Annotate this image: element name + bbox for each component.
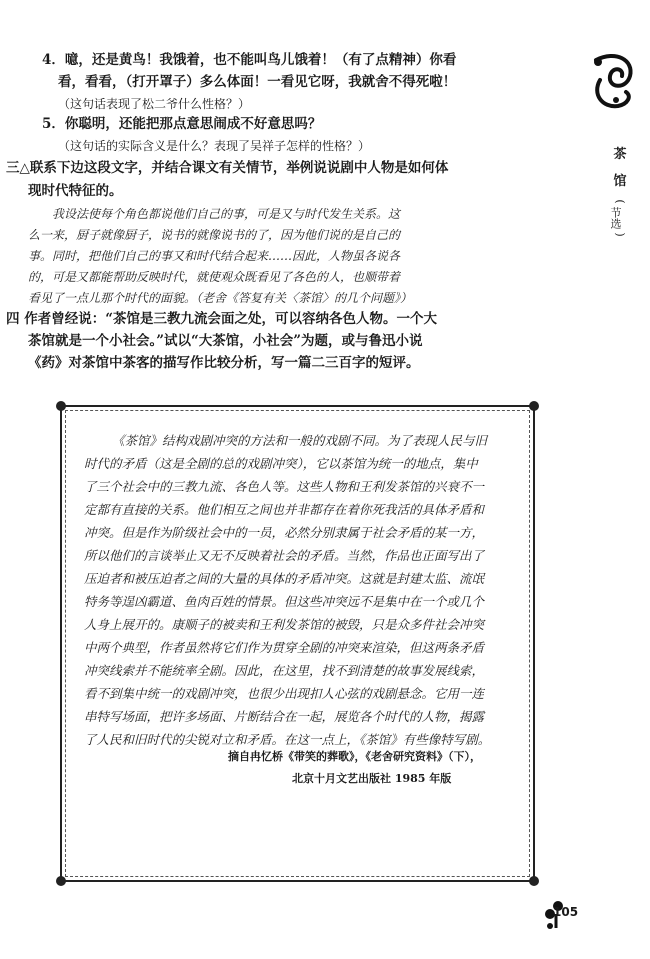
q5-note: （这句话的实际含义是什么？表现了吴祥子怎样的性格？）: [58, 139, 371, 153]
box-line-13: 串特写场面，把许多场面、片断结合在一起，展览各个时代的人物，揭露: [84, 709, 485, 724]
section3-line-1: 三△联系下边这段文字，并结合课文有关情节，举例说说剧中人物是如何体: [6, 160, 449, 176]
section4-line-2: 茶馆就是一个小社会。”试以“大茶馆，小社会”为题，或与鲁迅小说: [28, 333, 423, 349]
box-line-6: 所以他们的言谈举止又无不反映着社会的矛盾。当然，作品也正面写出了: [84, 548, 485, 563]
section4-line-3: 《药》对茶馆中茶客的描写作比较分析，写一篇二三百字的短评。: [28, 355, 420, 371]
frame-corner-dot: [529, 401, 539, 411]
box-line-12: 看不到集中统一的戏剧冲突，也很少出现扣人心弦的戏剧悬念。它用一连: [84, 686, 485, 701]
box-line-1: 《茶馆》结构戏剧冲突的方法和一般的戏剧不同。为了表现人民与旧: [112, 433, 488, 448]
section3-quote-line-4: 的，可是又都能帮助反映时代，就使观众既看见了各色的人，也顺带着: [28, 270, 401, 284]
section3-quote-line-1: 我设法使每个角色都说他们自己的事，可是又与时代发生关系。这: [52, 207, 401, 221]
side-title-sub: ( 节选 ): [609, 199, 627, 237]
frame-corner-dot: [56, 876, 66, 886]
side-chapter-title: [608, 146, 632, 240]
swirl-ornament-icon: [586, 50, 640, 112]
box-line-5: 冲突。但是作为阶级社会中的一员，必然分别隶属于社会矛盾的某一方，: [84, 525, 485, 540]
frame-corner-dot: [56, 401, 66, 411]
citation-line-1: 摘自冉忆桥《带笑的葬歌》，《老舍研究资料》（下），: [228, 750, 481, 763]
citation-line-2: 北京十月文艺出版社 1985 年版: [292, 772, 452, 785]
q4-note: （这句话表现了松二爷什么性格？）: [58, 97, 251, 111]
side-title-sub-text: 节选: [609, 207, 622, 229]
box-line-14: 了人民和旧时代的尖锐对立和矛盾。在这一点上，《茶馆》有些像特写剧。: [84, 732, 491, 747]
box-line-3: 了三个社会中的三教九流、各色人等。这些人物和王利发茶馆的兴衰不一: [84, 479, 485, 494]
section3-quote-line-3: 事。同时，把他们自己的事又和时代结合起来……因此，人物虽各说各: [28, 249, 401, 263]
section4-line-1: 四 作者曾经说：“茶馆是三教九流会面之处，可以容纳各色人物。一个大: [6, 311, 437, 327]
box-line-4: 定都有直接的关系。他们相互之间也并非都存在着你死我活的具体矛盾和: [84, 502, 485, 517]
side-title-char-2: 馆: [613, 174, 627, 189]
box-line-11: 冲突线索并不能统率全剧。因此，在这里，找不到清楚的故事发展线索，: [84, 663, 485, 678]
box-line-8: 特务等逞凶霸道、鱼肉百姓的情景。但这些冲突远不是集中在一个或几个: [84, 594, 485, 609]
side-title-char-1: 茶: [613, 147, 627, 162]
q4-line-1: 4．噫，还是黄鸟！我饿着，也不能叫鸟儿饿着！（有了点精神）你看: [42, 52, 457, 68]
section3-line-2: 现时代特征的。: [28, 183, 123, 199]
box-line-7: 压迫者和被压迫者之间的大量的具体的矛盾冲突。这就是封建太监、流氓: [84, 571, 485, 586]
box-line-9: 人身上展开的。康顺子的被卖和王利发茶馆的被毁，只是众多件社会冲突: [84, 617, 485, 632]
section3-quote-line-2: 么一来，厨子就像厨子，说书的就像说书的了，因为他们说的是自己的: [28, 228, 401, 242]
box-line-2: 时代的矛盾（这是全剧的总的戏剧冲突），它以茶馆为统一的地点，集中: [84, 456, 478, 471]
section3-quote-line-5: 看见了一点儿那个时代的面貌。（老舍《答复有关〈茶馆〉的几个问题》）: [28, 291, 413, 305]
page-number: 105: [553, 905, 579, 919]
q4-line-2: 看，看看，（打开罩子）多么体面！一看见它呀，我就舍不得死啦！: [58, 74, 457, 90]
box-line-10: 中两个典型，作者虽然将它们作为贯穿全剧的冲突来渲染，但这两条矛盾: [84, 640, 485, 655]
q5-line-1: 5．你聪明，还能把那点意思闹成不好意思吗？: [42, 116, 322, 132]
frame-corner-dot: [529, 876, 539, 886]
